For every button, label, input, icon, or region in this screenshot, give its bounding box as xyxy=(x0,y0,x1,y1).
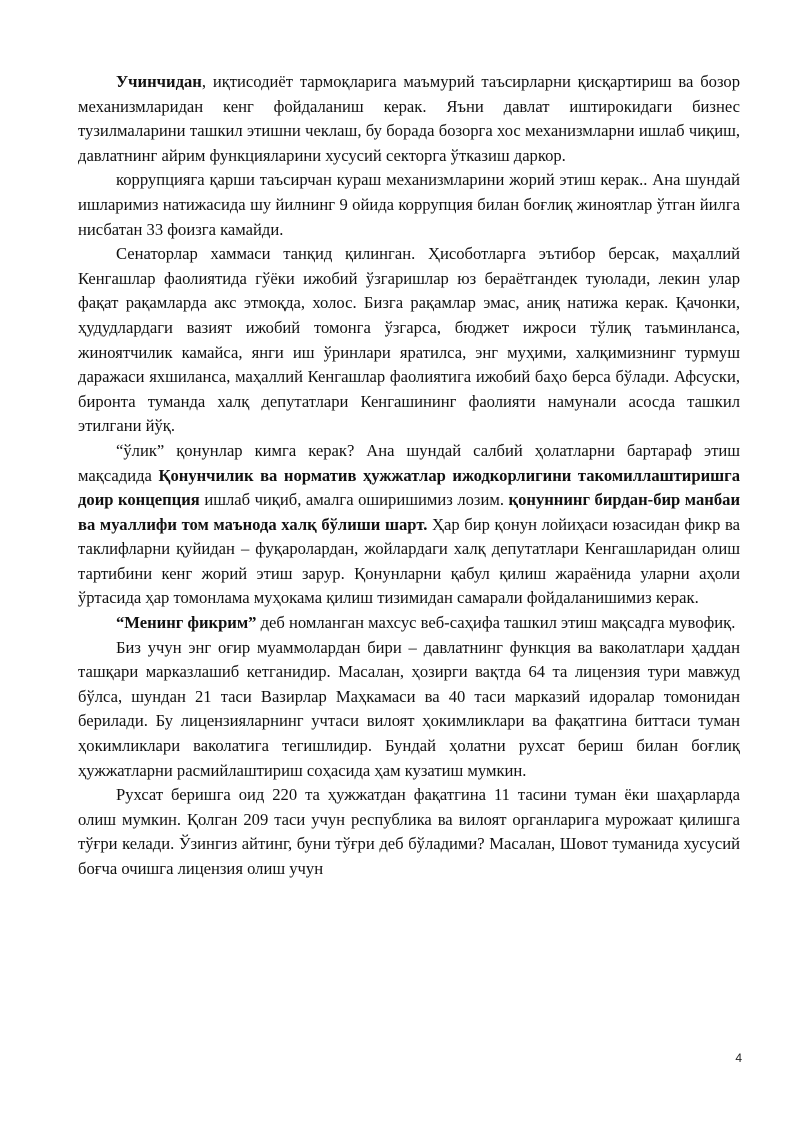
paragraph-4-text-2: ишлаб чиқиб, амалга оширишимиз лозим. xyxy=(199,490,509,510)
paragraph-4-bold-1: Қонунчилик ва норматив ҳужжатлар ижодкорлигини такомиллаштиришга доир концепция xyxy=(78,465,740,510)
paragraph-2 xyxy=(78,168,740,242)
paragraph-1 xyxy=(78,70,740,168)
paragraph-6 xyxy=(78,636,740,784)
paragraph-3 xyxy=(78,242,740,439)
paragraph-1-bold-1: Учинчидан xyxy=(116,72,202,91)
paragraph-3-text-1: Сенаторлар хаммаси танқид қилинган. Ҳисоботларга эътибор берсак, маҳаллий Кенгашлар фаолиятида гўёки ижобий ўзгаришлар юз бераётгандек туюлади, лекин улар фақат рақамларда акс этмоқда, холос. Бизга рақамлар эмас, аниқ натижа керак. Қачонки, ҳудудлардаги вазият ижобий томонга ўзгарса, бюджет ижроси тўлиқ таъминланса, жиноятчилик камайса, янги иш ўринлари яратилса, энг муҳими, халқимизнинг турмуш даражаси яхшиланса, маҳаллий Кенгашлар фаолиятига ижобий баҳо берса бўлади. Афсуски, биронта туманда халқ депутатлари Кенгашининг фаолияти намунали асосда ташкил этилгани йўқ. xyxy=(78,244,740,436)
paragraph-4-bold-2: қонуннинг бирдан-бир манбаи ва муаллифи том маънода халқ бўлиши шарт. xyxy=(78,490,740,534)
paragraph-6-text-1: Биз учун энг оғир муаммолардан бири – давлатнинг функция ва ваколатлари ҳаддан ташқари марказлашиб кетганидир. Масалан, ҳозирги вақтда 64 та лицензия тури мавжуд бўлса, шундан 21 таси Вазирлар Маҳкамаси ва 40 таси марказий идоралар томонидан берилади. Бу лицензияларнинг учтаси вилоят ҳокимликлари ва фақатгина биттаси туман ҳокимликлари ваколатига тегишлидир. Бундай ҳолатни рухсат бериш билан боғлиқ ҳужжатларни расмийлаштириш соҳасида ҳам кузатиш мумкин. xyxy=(78,637,740,780)
page-number: 4 xyxy=(735,1051,742,1065)
document-body xyxy=(78,70,740,882)
paragraph-4-text-3: Ҳар бир қонун лойиҳаси юзасидан фикр ва таклифларни қуйидан – фуқаролардан, жойлардаги халқ депутатлари Кенгашларидан олиш тартибини кенг жорий этиш зарур. Қонунларни қабул қилиш жараёнида уларни аҳоли ўртасида ҳар томонлама муҳокама қилиш тизимидан самарали фойдаланишимиз керак. xyxy=(78,514,740,608)
paragraph-7-text-1: Рухсат беришга оид 220 та ҳужжатдан фақатгина 11 тасини туман ёки шаҳарларда олиш мумкин. Қолган 209 таси учун республика ва вилоят органларига мурожаат қилишга тўғри келади. Ўзингиз айтинг, буни тўғри деб бўладими? Масалан, Шовот туманида хусусий боғча очишга лицензия олиш учун xyxy=(78,785,740,878)
paragraph-5 xyxy=(78,611,740,636)
paragraph-5-text-1: деб номланган махсус веб-саҳифа ташкил этиш мақсадга мувофиқ. xyxy=(256,613,736,633)
paragraph-2-text-1: коррупцияга қарши таъсирчан кураш механизмларини жорий этиш керак.. Ана шундай ишларимиз натижасида шу йилнинг 9 ойида коррупция билан боғлиқ жиноятлар ўтган йилга нисбатан 33 фоизга камайди. xyxy=(78,170,740,239)
paragraph-1-text-1: , иқтисодиёт тармоқларига маъмурий таъсирларни қисқартириш ва бозор механизмларидан кенг фойдаланиш керак. Яъни давлат иштирокидаги бизнес тузилмаларини ташкил этишни чеклаш, бу борада бозорга хос механизмларни ишлаб чиқиш, давлатнинг айрим функцияларини хусусий секторга ўтказиш даркор. xyxy=(78,72,740,165)
paragraph-7 xyxy=(78,783,740,881)
paragraph-5-bold-1: “Менинг фикрим” xyxy=(116,613,257,633)
paragraph-4-text-1: “ўлик” қонунлар кимга керак? Ана шундай салбий ҳолатларни бартараф этиш мақсадида xyxy=(78,440,740,485)
paragraph-4 xyxy=(78,439,740,611)
